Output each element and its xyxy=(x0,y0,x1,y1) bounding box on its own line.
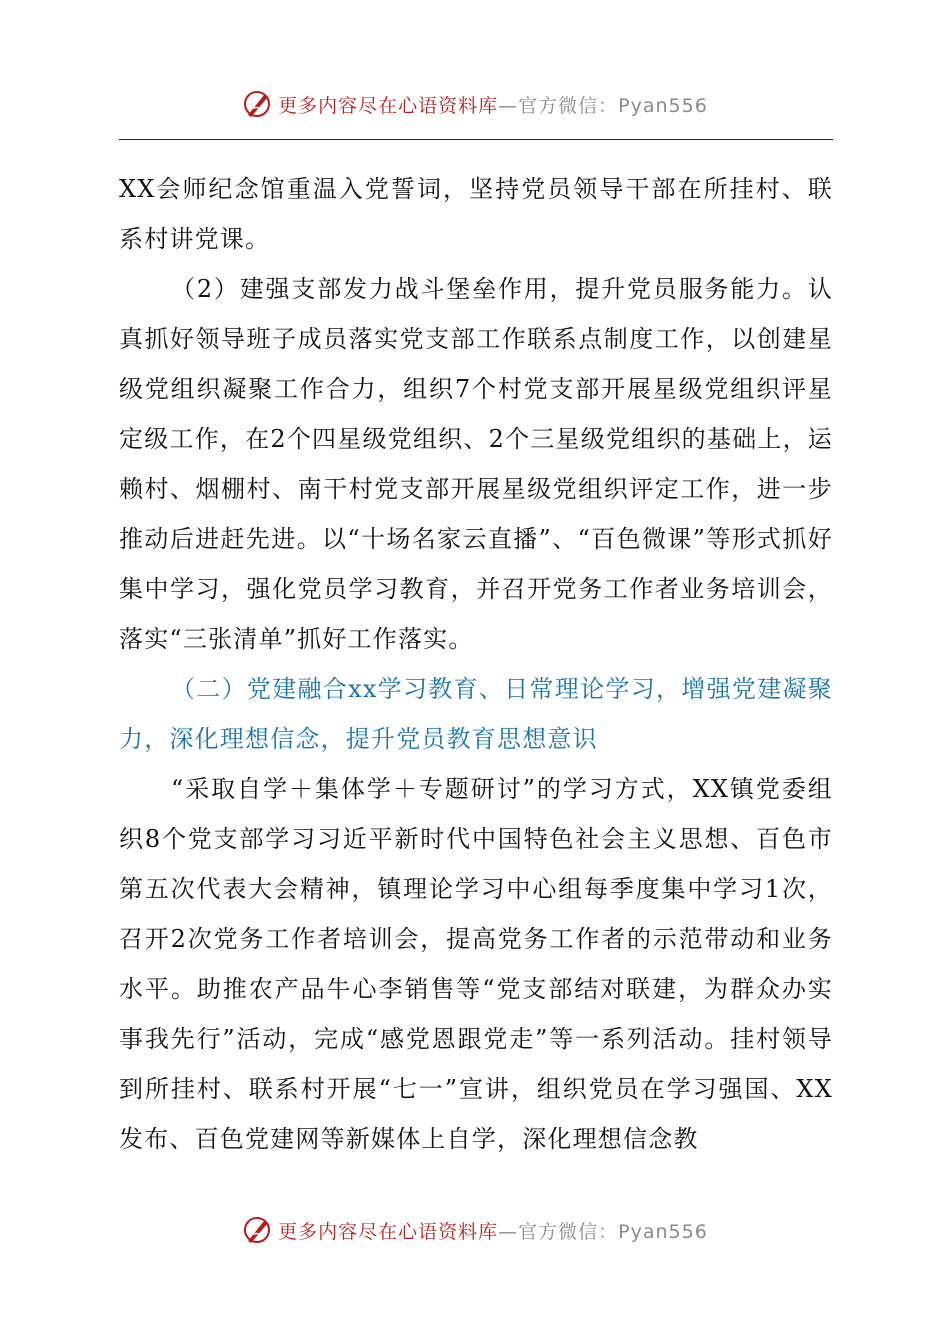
document-body xyxy=(119,164,833,1164)
paragraph-study-methods: “采取自学＋集体学＋专题研讨”的学习方式，XX镇党委组织8个党支部学习习近平新时代中国特色社会主义思想、百色市第五次代表大会精神，镇理论学习中心组每季度集中学习1次，召开2次党务工作者培训会，提高党务工作者的示范带动和业务水平。助推农产品牛心李销售等“党支部结对联建，为群众办实事我先行”活动，完成“感党恩跟党走”等一系列活动。挂村领导到所挂村、联系村开展“七一”宣讲，组织党员在学习强国、XX发布、百色党建网等新媒体上自学，深化理想信念教 xyxy=(119,775,833,1153)
pen-logo-icon xyxy=(242,89,272,119)
paragraph-branch-building: （2）建强支部发力战斗堡垒作用，提升党员服务能力。认真抓好领导班子成员落实党支部工作联系点制度工作，以创建星级党组织凝聚工作合力，组织7个村党支部开展星级党组织评星定级工作，在2个四星级党组织、2个三星级党组织的基础上，运赖村、烟棚村、南干村党支部开展星级党组织评定工作，进一步推动后进赶先进。以“十场名家云直播”、“百色微课”等形式抓好集中学习，强化党员学习教育，并召开党务工作者业务培训会，落实“三张清单”抓好工作落实。 xyxy=(119,275,833,653)
header-divider xyxy=(119,139,833,140)
header-banner xyxy=(0,84,950,124)
paragraph-continuation: XX会师纪念馆重温入党誓词，坚持党员领导干部在所挂村、联系村讲党课。 xyxy=(119,175,833,253)
header-banner-text: 更多内容尽在心语资料库—官方微信：Pyan556 xyxy=(278,94,708,117)
section-heading: （二）党建融合xx学习教育、日常理论学习，增强党建凝聚力，深化理想信念，提升党员教育思想意识 xyxy=(119,675,833,753)
footer-banner-text: 更多内容尽在心语资料库—官方微信：Pyan556 xyxy=(278,1220,708,1243)
footer-banner xyxy=(0,1210,950,1250)
pen-logo-icon xyxy=(242,1215,272,1245)
